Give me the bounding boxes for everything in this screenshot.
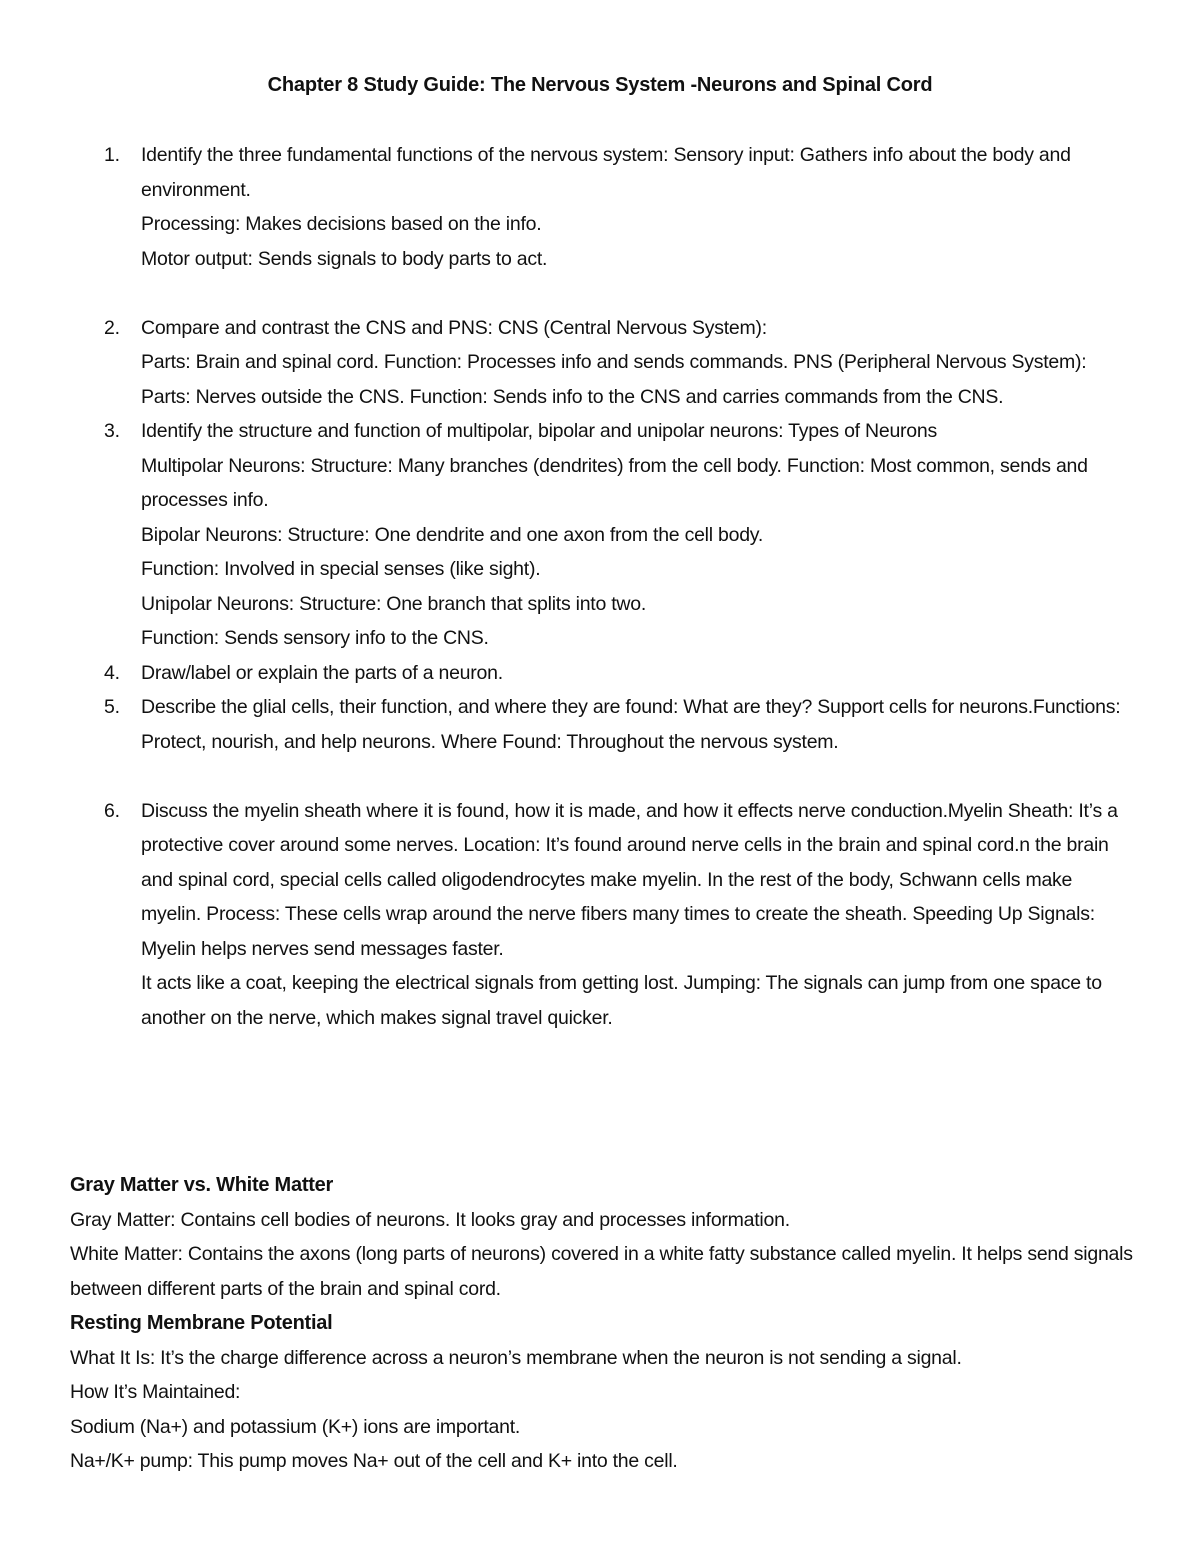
- question-number: 1.: [104, 144, 120, 166]
- question-number: 5.: [104, 696, 120, 718]
- section-heading-resting-membrane-potential: Resting Membrane Potential: [70, 1312, 333, 1334]
- question-item-6: [0, 794, 1131, 1036]
- answer-line: Parts: Brain and spinal cord. Function: Processes info and sends commands. PNS (Peripheral Nervous System): Parts: Nerves outside the CNS. Function: Sends info to the CNS and carries commands from the CNS.: [141, 351, 1087, 408]
- question-number: 2.: [104, 316, 120, 339]
- question-list: [0, 138, 1200, 1035]
- question-item-3: [0, 414, 1131, 656]
- answer-line: Function: Sends sensory info to the CNS.: [141, 627, 489, 649]
- answer-line: Processing: Makes decisions based on the info.: [141, 213, 542, 235]
- question-text: Describe the glial cells, their function, and where they are found: What are they? Support cells for neurons.Functions: Protect, nourish, and help neurons. Where Found: Throughout the nervous system.: [141, 696, 1121, 753]
- section-line: White Matter: Contains the axons (long parts of neurons) covered in a white fatty substance called myelin. It helps send signals between different parts of the brain and spinal cord.: [70, 1243, 1133, 1300]
- answer-line: It acts like a coat, keeping the electrical signals from getting lost. Jumping: The signals can jump from one space to another on the nerve, which makes signal travel quicker.: [141, 972, 1102, 1029]
- question-text: Compare and contrast the CNS and PNS: CNS (Central Nervous System):: [141, 316, 767, 339]
- question-text: Discuss the myelin sheath where it is found, how it is made, and how it effects nerve conduction.Myelin Sheath: It’s a protective cover around some nerves. Location: It’s found around nerve cells in the brain and spinal cord.n the brain and spinal cord, special cells called oligodendrocytes make myelin. In the rest of the body, Schwann cells make myelin. Process: These cells wrap around the nerve fibers many times to create the sheath. Speeding Up Signals: Myelin helps nerves send messages faster.: [141, 799, 1118, 960]
- answer-line: Function: Involved in special senses (like sight).: [141, 558, 541, 580]
- section-heading-gray-white-matter: Gray Matter vs. White Matter: [70, 1174, 334, 1196]
- question-text: Identify the three fundamental functions of the nervous system: Sensory input: Gathers info about the body and environment.: [141, 144, 1071, 201]
- answer-line: Unipolar Neurons: Structure: One branch that splits into two.: [141, 592, 647, 615]
- notes-sections: [70, 1168, 1140, 1479]
- question-number: 4.: [104, 661, 120, 684]
- answer-line: Multipolar Neurons: Structure: Many branches (dendrites) from the cell body. Function: Most common, sends and processes info.: [141, 454, 1088, 511]
- question-item-2: [0, 311, 1131, 415]
- question-item-5: [0, 690, 1131, 759]
- question-number: 3.: [104, 420, 120, 442]
- question-item-4: [0, 656, 1131, 691]
- question-number: 6.: [104, 799, 120, 822]
- answer-line: Bipolar Neurons: Structure: One dendrite and one axon from the cell body.: [141, 523, 764, 546]
- section-line: Gray Matter: Contains cell bodies of neurons. It looks gray and processes information.: [70, 1208, 790, 1231]
- section-line: What It Is: It’s the charge difference across a neuron’s membrane when the neuron is not sending a signal.: [70, 1346, 962, 1369]
- question-text: Identify the structure and function of multipolar, bipolar and unipolar neurons: Types of Neurons: [141, 420, 937, 442]
- section-line: Sodium (Na+) and potassium (K+) ions are important.: [70, 1415, 521, 1438]
- answer-line: Motor output: Sends signals to body parts to act.: [141, 247, 548, 270]
- document-title: Chapter 8 Study Guide: The Nervous System -Neurons and Spinal Cord: [267, 74, 933, 96]
- section-line: Na+/K+ pump: This pump moves Na+ out of the cell and K+ into the cell.: [70, 1450, 678, 1472]
- question-item-1: [0, 138, 1131, 276]
- section-line: How It’s Maintained:: [70, 1381, 241, 1403]
- question-text: Draw/label or explain the parts of a neuron.: [141, 661, 503, 684]
